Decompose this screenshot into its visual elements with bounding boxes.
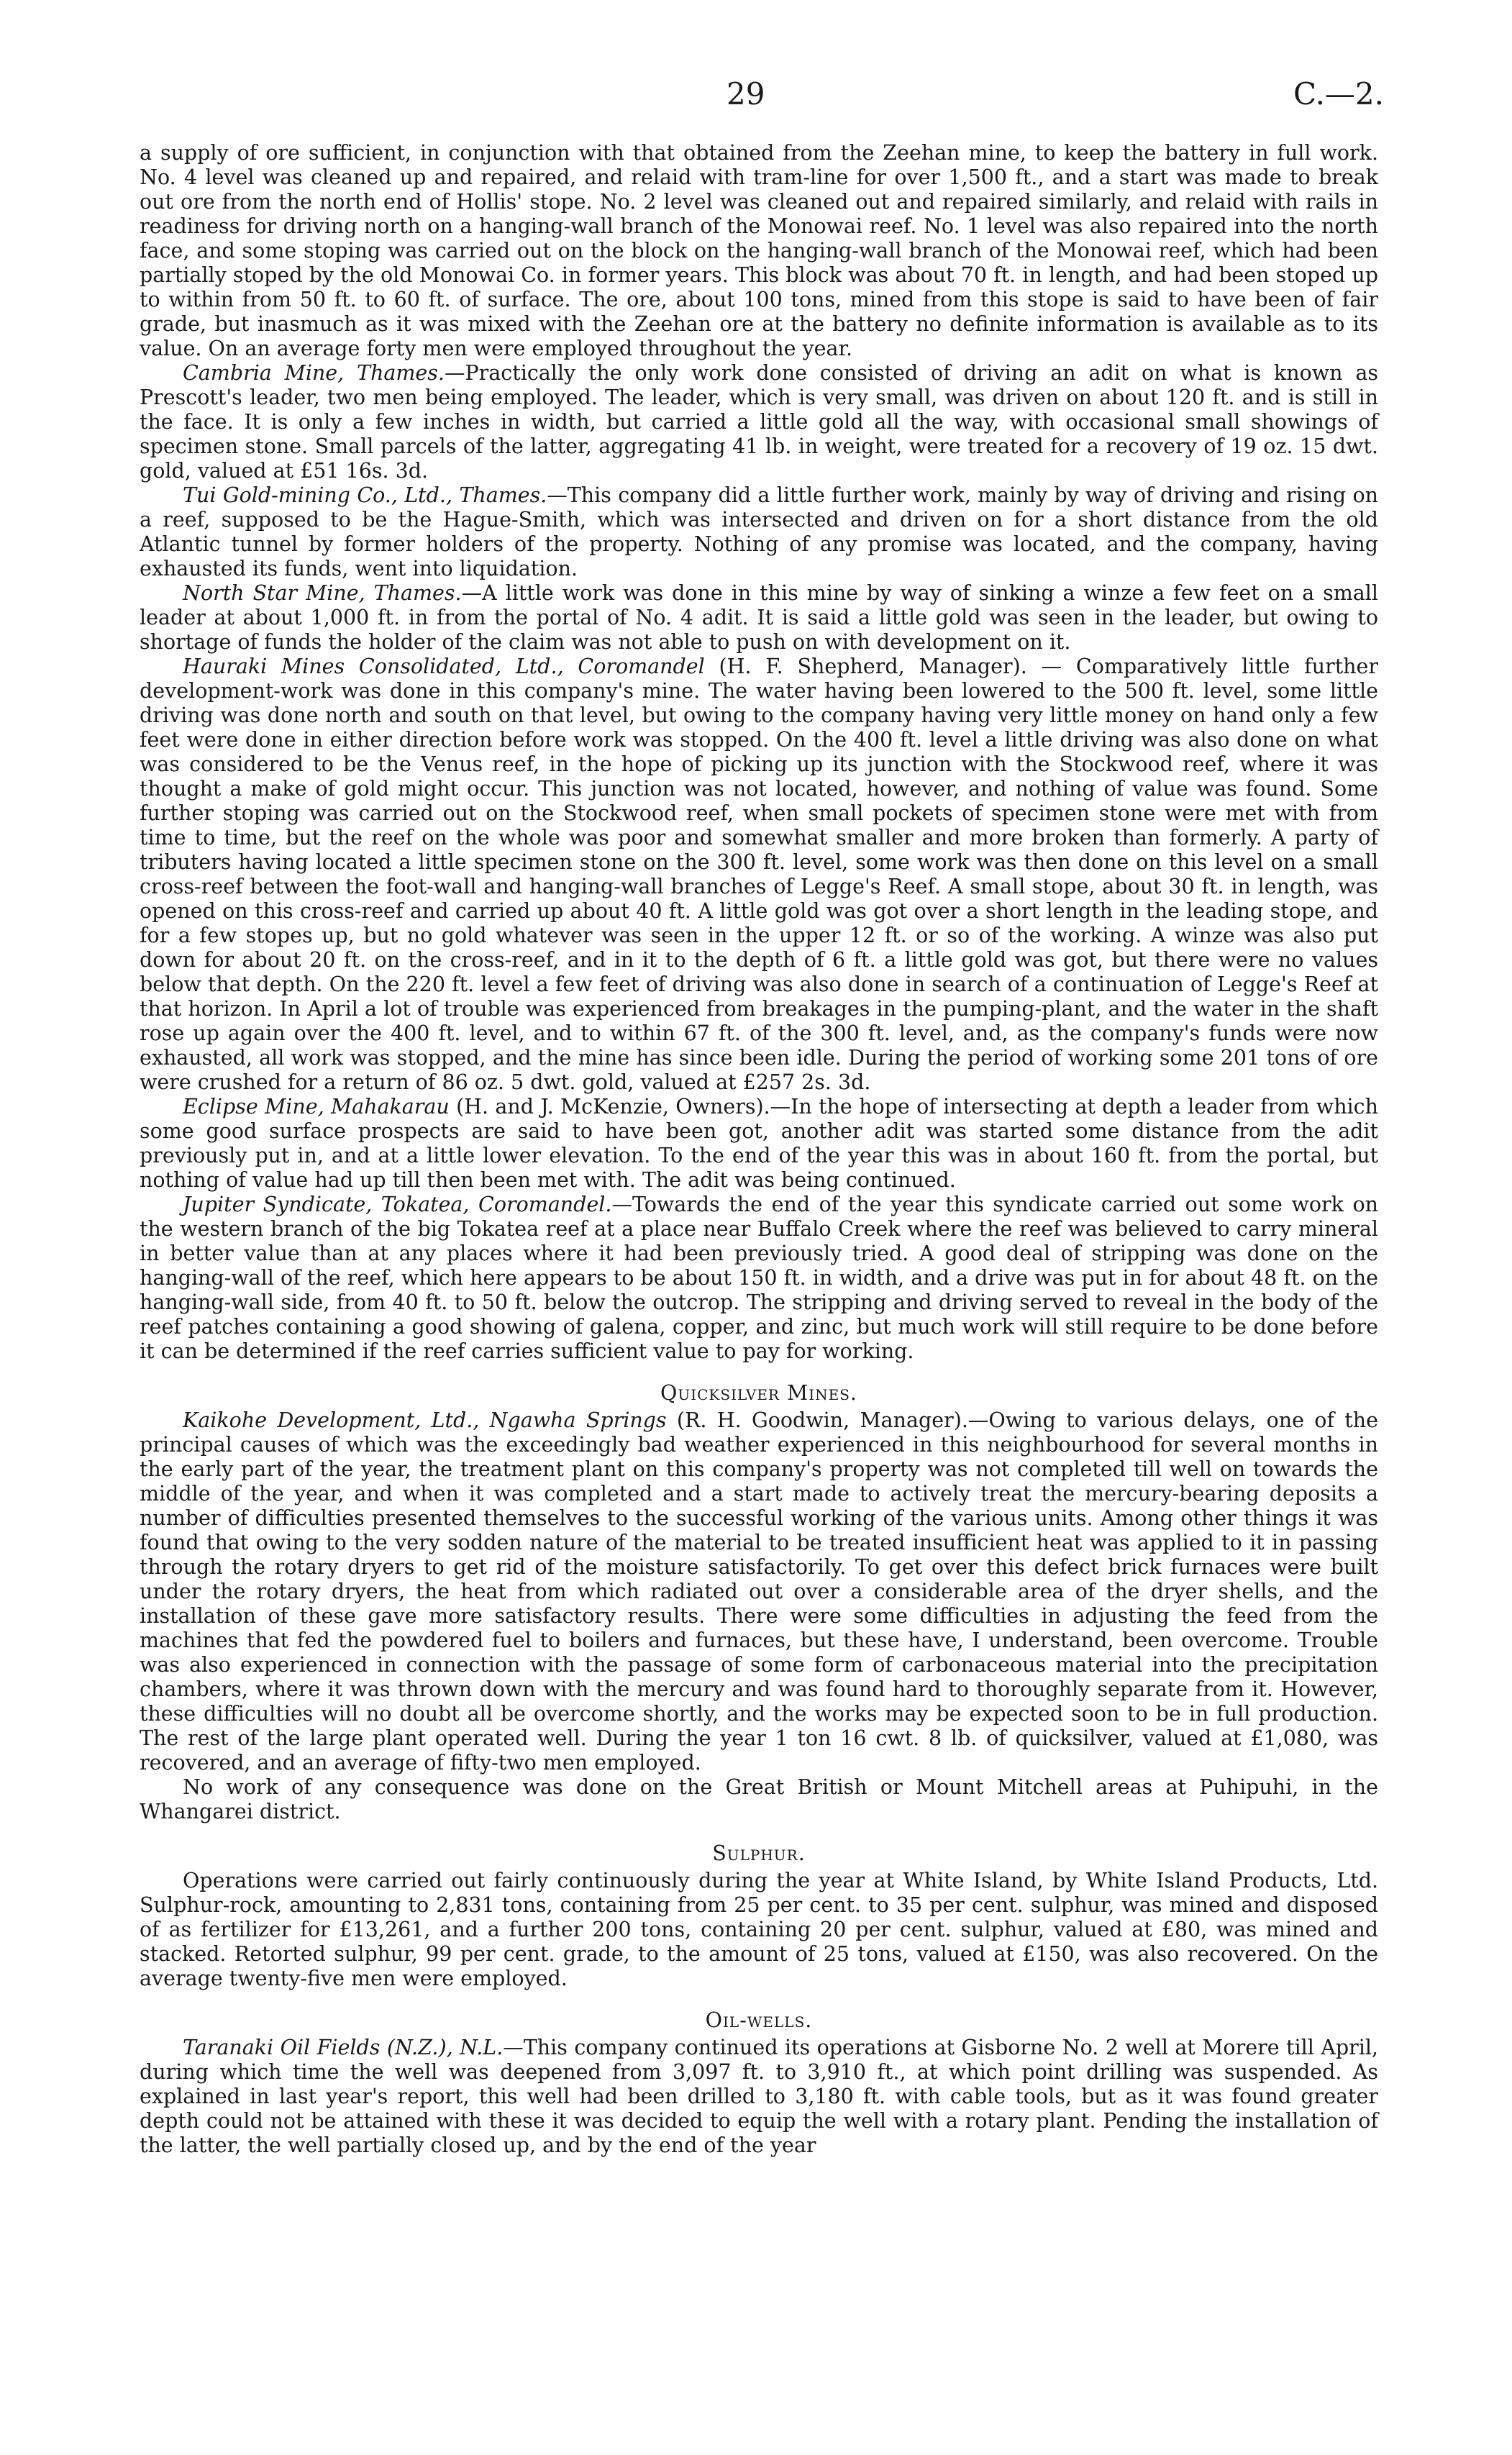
paragraph-hauraki [140,655,1378,1095]
paragraph-lead: Cambria Mine, Thames. [183,361,445,385]
page-number: 29 [727,76,765,111]
paragraph-text: —Towards the end of the year this syndicate carried out some work on the western branch of the big Tokatea reef at a place near Buffalo Creek where the reef was believed to carry mineral in better value than at any places where it had been previously tried. A good deal of stripping was done on the hanging-wall of the reef, which here appears to be about 150 ft. in width, and a drive was put in for about 48 ft. on the hanging-wall side, from 40 ft. to 50 ft. below the outcrop. The stripping and driving served to reveal in the body of the reef patches containing a good showing of galena, copper, and zinc, but much work will still require to be done before it can be determined if the reef carries sufficient value to pay for working. [140,1193,1378,1363]
paragraph-text: No work of any consequence was done on the Great British or Mount Mitchell areas at Puhipuhi, in the Whangarei district. [140,1775,1378,1823]
paragraph-lead: North Star Mine, Thames. [183,581,462,605]
paragraph-lead: Eclipse Mine, Mahakarau [183,1095,450,1119]
paragraph-tui [140,483,1378,581]
paragraph-lead: Hauraki Mines Consolidated, Ltd., Coromandel [183,655,705,678]
paragraph-north-star [140,581,1378,655]
paragraph-lead: Kaikohe Development, Ltd., Ngawha Springs [183,1408,667,1432]
paragraph-lead: Jupiter Syndicate, Tokatea, Coromandel. [183,1193,612,1216]
paragraph-text: —A little work was done in this mine by way of sinking a winze a few feet on a small leader at about 1,000 ft. in from the portal of No. 4 adit. It is said a little gold was seen in the leader, but owing to shortage of funds the holder of the claim was not able to push on with development on it. [140,581,1379,654]
section-heading-sulphur: Sulphur. [712,1841,806,1865]
section-heading-quicksilver: Quicksilver Mines. [660,1381,857,1405]
document-code: C.—2. [1293,76,1384,111]
paragraph-text: (R. H. Goodwin, Manager).—Owing to various delays, one of the principal causes of which was the exceedingly bad weather experienced in this neighbourhood for several months in the early part of the year, the treatment plant on this company's property was not completed till well on towards the middle of the year, and when it was completed and a start made to actively treat the mercury-bearing deposits a number of difficulties presented themselves to the successful working of the various units. Among other things it was found that owing to the very sodden nature of the material to be treated insufficient heat was applied to it in passing through the rotary dryers to get rid of the moisture satisfactorily. To get over this defect brick furnaces were built under the rotary dryers, the heat from which radiated out over a considerable area of the dryer shells, and the installation of these gave more satisfactory results. There were some difficulties in adjusting the feed from the machines that fed the powdered fuel to boilers and furnaces, but these have, I understand, been overcome. Trouble was also experienced in connection with the passage of some form of carbonaceous material into the precipitation chambers, where it was thrown down with the mercury and was found hard to thoroughly separate from it. However, these difficulties will no doubt all be overcome shortly, and the works may be expected soon to be in full production. The rest of the large plant operated well. During the year 1 ton 16 cwt. 8 lb. of quicksilver, valued at £1,080, was recovered, and an average of fifty-two men employed. [140,1408,1378,1775]
paragraph-puhipuhi [140,1775,1378,1824]
paragraph-text: (H. F. Shepherd, Manager). — Comparatively little further development-work was done in this company's mine. The water having been lowered to the 500 ft. level, some little driving was done north and south on that level, but owing to the company having very little money on hand only a few feet were done in either direction before work was stopped. On the 400 ft. level a little driving was also done on what was considered to be the Venus reef, in the hope of picking up its junction with the Stockwood reef, where it was thought a make of gold might occur. This junction was not located, however, and nothing of value was found. Some further stoping was carried out on the Stockwood reef, when small pockets of specimen stone were met with from time to time, but the reef on the whole was poor and somewhat smaller and more broken than formerly. A party of tributers having located a little specimen stone on the 300 ft. level, some work was then done on this level on a small cross-reef between the foot-wall and hanging-wall branches of Legge's Reef. A small stope, about 30 ft. in length, was opened on this cross-reef and carried up about 40 ft. A little gold was got over a short length in the leading stope, and for a few stopes up, but no gold whatever was seen in the upper 12 ft. or so of the working. A winze was also put down for about 20 ft. on the cross-reef, and in it to the depth of 6 ft. a little gold was got, but there were no values below that depth. On the 220 ft. level a few feet of driving was also done in search of a continuation of Legge's Reef at that horizon. In April a lot of trouble was experienced from breakages in the pumping-plant, and the water in the shaft rose up again over the 400 ft. level, and to within 67 ft. of the 300 ft. level, and, as the company's funds were now exhausted, all work was stopped, and the mine has since been idle. During the period of working some 201 tons of ore were crushed for a return of 86 oz. 5 dwt. gold, valued at £257 2s. 3d. [140,655,1378,1094]
paragraph-kaikohe [140,1408,1378,1775]
paragraph-jupiter [140,1193,1378,1364]
intro-paragraph: a supply of ore sufficient, in conjunction with that obtained from the Zeehan mine, to keep the battery in full work. No. 4 level was cleaned up and repaired, and relaid with tram-line for over 1,500 ft., and a start was made to break out ore from the north end of Hollis' stope. No. 2 level was cleaned out and repaired similarly, and relaid with rails in readiness for driving north on a hanging-wall branch of the Monowai reef. No. 1 level was also repaired into the north face, and some stoping was carried out on the block on the hanging-wall branch of the Monowai reef, which had been partially stoped by the old Monowai Co. in former years. This block was about 70 ft. in length, and had been stoped up to within from 50 ft. to 60 ft. of surface. The ore, about 100 tons, mined from this stope is said to have been of fair grade, but inasmuch as it was mixed with the Zeehan ore at the battery no definite information is available as to its value. On an average forty men were employed throughout the year. [140,141,1378,360]
paragraph-lead: Tui Gold-mining Co., Ltd., Thames. [183,483,547,507]
paragraph-eclipse [140,1095,1378,1193]
page-header [0,76,1512,119]
section-heading-oil-wells: Oil-wells. [705,2008,813,2032]
paragraph-text: —Practically the only work done consisted of driving an adit on what is known as Prescott's leader, two men being employed. The leader, which is very small, was driven on about 120 ft. and is still in the face. It is only a few inches in width, but carried a little gold all the way, with occasional small showings of specimen stone. Small parcels of the latter, aggregating 41 lb. in weight, were treated for a recovery of 19 oz. 15 dwt. gold, valued at £51 16s. 3d. [140,361,1378,483]
paragraph-text: —This company continued its operations at Gisborne No. 2 well at Morere till April, during which time the well was deepened from 3,097 ft. to 3,910 ft., at which point drilling was suspended. As explained in last year's report, this well had been drilled to 3,180 ft. with cable tools, but as it was found greater depth could not be attained with these it was decided to equip the well with a rotary plant. Pending the installation of the latter, the well partially closed up, and by the end of the year [140,2036,1378,2157]
paragraph-taranaki [140,2036,1378,2158]
paragraph-lead: Taranaki Oil Fields (N.Z.), N.L. [183,2036,504,2059]
paragraph-text: (H. and J. McKenzie, Owners).—In the hope of intersecting at depth a leader from which some good surface prospects are said to have been got, another adit was started some distance from the adit previously put in, and at a little lower elevation. To the end of the year this was in about 160 ft. from the portal, but nothing of value had up till then been met with. The adit was being continued. [140,1095,1378,1192]
paragraph-text: —This company did a little further work, mainly by way of driving and rising on a reef, supposed to be the Hague-Smith, which was intersected and driven on for a short distance from the old Atlantic tunnel by former holders of the property. Nothing of any promise was located, and the company, having exhausted its funds, went into liquidation. [140,483,1378,580]
body-text [140,141,1378,2158]
paragraph-cambria [140,361,1378,483]
paragraph-white-island: Operations were carried out fairly continuously during the year at White Island, by White Island Products, Ltd. Sulphur-rock, amounting to 2,831 tons, containing from 25 per cent. to 35 per cent. sulphur, was mined and disposed of as fertilizer for £13,261, and a further 200 tons, containing 20 per cent. sulphur, valued at £80, was mined and stacked. Retorted sulphur, 99 per cent. grade, to the amount of 25 tons, valued at £150, was also recovered. On the average twenty-five men were employed. [140,1869,1378,1990]
